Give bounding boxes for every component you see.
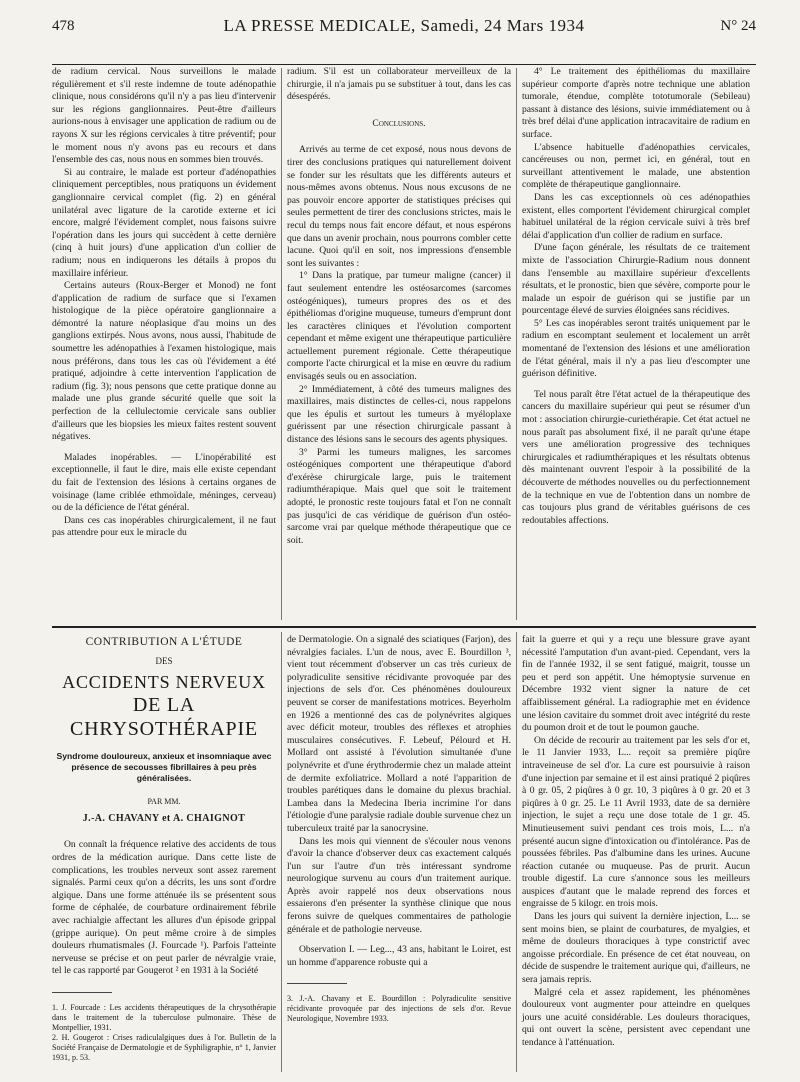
paragraph: Dans ces cas inopérables chirurgicalement, il ne faut pas attendre pour eux le miracle du [52, 514, 276, 539]
paragraph: fait la guerre et qui y a reçu une blessure grave ayant nécessité l'amputation d'un avant-pied. Cependant, vers la fin de l'année 1932, il se sent fatigué, maigrit, tousse un peu et perd son appétit. Une hémoptysie survenue en Décembre 1932 vient signer la nature de cet affaiblissement général. La radiographie met en évidence une lésion cavitaire du sommet droit avec intégrité du reste du poumon droit et de tout le poumon gauche. [522, 634, 750, 734]
article-par: PAR MM. [147, 797, 181, 807]
article-title-line-1: ACCIDENTS NERVEUX [62, 672, 266, 693]
paragraph: 1° Dans la pratique, par tumeur maligne (cancer) il faut seulement entendre les ostéosarcomes (sarcomes ostéogéniques), tumeurs propres des os et des épithéliomas d'origine muqueuse, tumeurs d'emprunt dont les caractères cliniques et l'évolution comportent cependant et même exigent une thérapeutique particulière actuellement purement régionale. Cette thérapeutique comporte l'acte chirurgical et la mise en œuvre du radium envisagés seuls ou en association. [287, 270, 511, 383]
column-divider [516, 632, 517, 1072]
paragraph: de radium cervical. Nous surveillons le malade régulièrement et s'il reste indemne de toute adénopathie clinique, nous considérons qu'il n'y a pas lieu d'intervenir sur les régions ganglionnaires. Peut-être d'ailleurs aurions-nous à envisager une application de radium ou de rayons X sur les régions cervicales à titre préventif; pour le moment nous n'y avons pas eu recours et dans l'ensemble des cas, nous nous en sommes bien trouvés. [52, 66, 276, 166]
paragraph: Arrivés au terme de cet exposé, nous nous devons de tirer des conclusions pratiques qui naturellement doivent se fonder sur les résultats que les différents auteurs et nous-mêmes avons obtenus. Nous nous excusons de ne pas pouvoir encore apporter de statistiques précises qui seules permettent de tirer des conclusions strictes, mais le recul du temps nous fait encore défaut, et nous espérons que dans un avenir prochain, nous pourrons combler cette lacune. Quoi qu'il en soit, nos impressions d'ensemble sont les suivantes : [287, 144, 511, 269]
footnotes [52, 1003, 276, 1063]
footnote: 3. J.-A. Chavany et E. Bourdillon : Polyradiculite sensitive récidivante provoquée par des injections de sels d'or. Revue Neurologique, Novembre 1933. [287, 994, 511, 1024]
paragraph: 5° Les cas inopérables seront traités uniquement par le radium en escomptant seulement et localement un arrêt momentané de l'extension des lésions et une amélioration de l'état général, mais il n'y a pas lieu d'escompter une guérison définitive. [522, 317, 750, 380]
article-column-1 [52, 634, 276, 1063]
paragraph: Malgré cela et assez rapidement, les phénomènes douloureux vont augmenter pour atteindre en quelques jours une acuité considérable. Les douleurs thoraciques, qui ont ouvert la scène, persistent avec cependant une tendance à l'atténuation. [522, 986, 750, 1048]
paragraph: Tel nous paraît être l'état actuel de la thérapeutique des cancers du maxillaire supérieur qui peut se résumer d'un mot : association chirurgie-curiethérapie. Cet état actuel ne nous paraît pas absolument fixé, il ne paraît qu'une étape vers une amélioration progressive des techniques chirurgicales et radiumthérapiques et les résultats obtenus dès maintenant ouvrent l'espoir à la possibilité de la découverte de méthodes nouvelles ou du perfectionnement de la technique en vue de l'obtention dans un nombre de cas toujours plus grand de véritables guérisons de ces redoutables affections. [522, 388, 750, 526]
paragraph: 3° Parmi les tumeurs malignes, les sarcomes ostéogéniques comportent une thérapeutique d'abord d'exérèse chirurgicale large, puis le traitement radiumthérapique. Mais quel que soit le traitement adopté, le pronostic reste toujours fatal et l'on ne connaît pas jusqu'ici de cas véridique de guérison d'un ostéo-sarcome vrai par quelque méthode thérapeutique que ce soit. [287, 446, 511, 546]
footnote: 1. J. Fourcade : Les accidents thérapeutiques de la chrysothérapie dans le traitement de la tuberculose pulmonaire. Thèse de Montpellier, 1931. [52, 1002, 276, 1032]
header-rule [52, 64, 756, 65]
paragraph: L'absence habituelle d'adénopathies cervicales, cancéreuses ou non, permet ici, en général, tout en surveillant attentivement le malade, une abstention complète de thérapeutique ganglionnaire. [522, 141, 750, 191]
page-header [52, 16, 756, 40]
paragraph: Dans les jours qui suivent la dernière injection, L... se sent moins bien, se plaint de courbatures, de myalgies, et même de douleurs thoraciques à type constrictif avec angoisse précordiale. En présence de cet état nouveau, on décide de suspendre le traitement aurique qui, d'ailleurs, ne sera jamais repris. [522, 911, 750, 986]
issue-number: N° 24 [720, 18, 756, 34]
article-des: DES [155, 655, 173, 666]
paragraph: Certains auteurs (Roux-Berger et Monod) ne font d'application de radium de surface que si l'examen histologique de la pièce opératoire ganglionnaire a démontré la nature néoplasique d'au moins un des ganglions extirpés. Nous avons, nous aussi, l'habitude de soumettre les adénopathies à l'examen histologique, mais nous préférons, dans tous les cas où l'évidement a été pratiqué, adjoindre à cette intervention l'application de radium (fig. 3); nous pensons que cette pratique donne au malade une plus grande sécurité quelle que soit la perfection de la cellulectomie cervicale sans oublier d'ailleurs que les biopsies les mieux faites restent souvent négatives. [52, 280, 276, 443]
top-column-2 [287, 66, 511, 547]
footnote: 2. H. Gougerot : Crises radiculalgiques dues à l'or. Bulletin de la Société Française de Dermatologie et de Syphiligraphie, n° 1, Janvier 1931, p. 53. [52, 1032, 276, 1062]
section-rule [52, 626, 756, 628]
article-column-2 [287, 634, 511, 1024]
paragraph: Dans les cas exceptionnels où ces adénopathies existent, elles comportent l'évidement chirurgical complet habituel unilatéral de la région cervicale suivi à très bref délai d'application d'un collier de radium en surface. [522, 191, 750, 241]
paragraph: radium. S'il est un collaborateur merveilleux de la chirurgie, il n'a jamais pu se substituer à tout, dans les cas désespérés. [287, 66, 511, 103]
paragraph: D'une façon générale, les résultats de ce traitement mixte de l'association Chirurgie-Radium nous donnent dans l'ensemble au maxillaire supérieur d'excellents résultats, et le pronostic, bien que sévère, comporte pour le malade un espoir de guérison qui se justifie par un pourcentage élevé de survies éloignées sans récidives. [522, 242, 750, 317]
page-number: 478 [52, 18, 75, 34]
paragraph: On décide de recourir au traitement par les sels d'or et, le 11 Janvier 1933, L... reçoit sa première piqûre intraveineuse de sel d'or. La cure est poursuivie à raison d'une injection par semaine et il est ainsi pratiqué 2 piqûres à 0 gr. 05, 2 piqûres à 0 gr. 10, 3 piqûres à 0 gr. 20 et 3 piqûres à 0 gr. 25. Le 11 Avril 1933, date de sa dernière injection, le sujet a reçu une dose totale de 1 gr. 45. Minutieusement suivi pendant ces trois mois, L... n'a présenté aucun signe d'intoxication ou d'intolérance. Pas de poussées fébriles. Pas d'albumine dans les urines. Aucune réaction cutanée ou muqueuse. Pas de prurit. Aucun trouble digestif. La cure s'annonce sous les meilleurs auspices d'autant que le malade reprend des forces et engraisse de 5 kilogr. en trois mois. [522, 734, 750, 910]
top-column-3 [522, 66, 750, 527]
footnote-rule [287, 983, 347, 984]
column-divider [281, 68, 282, 620]
article-column-3 [522, 634, 750, 1050]
article-title-block [52, 636, 276, 825]
paragraph: de Dermatologie. On a signalé des sciatiques (Farjon), des névralgies faciales. L'un de nous, avec E. Bourdillon ³, vient tout récemment d'observer un cas très curieux de polyradiculite sensitive récidivante provoquée par des injections de sels d'or. Ces phénomènes douloureux peuvent se corser de manifestations motrices. Beyerholm en 1926 a mentionné des cas de polynévrites algiques avec déficit moteur, troubles des réflexes et atrophies musculaires consécutives. F. Lebeuf, Pélourd et H. Mollard ont assisté à l'évolution simultanée d'une polynévrite et d'une érythrodermie chez un malade atteint de dermite exfoliatrice. Mollard a noté l'apparition de troubles parétiques dans le domaine du plexus brachial. Lambea dans la Medecina Iberia incrimine l'or dans l'étiologie d'une paralysie radiale double survenue chez un tuberculeux traité par la sanocrysine. [287, 634, 511, 834]
column-divider [281, 632, 282, 1072]
article-title-line-2: DE LA CHRYSOTHÉRAPIE [70, 694, 258, 741]
article-subtitle: Syndrome douloureux, anxieux et insomniaque avec présence de secousses fibrillaires à peu près généralisées. [56, 751, 272, 784]
column-divider [516, 68, 517, 620]
paragraph: 2° Immédiatement, à côté des tumeurs malignes des maxillaires, mais distinctes de celles-ci, nous rappelons que les épulis et surtout les tumeurs à myéloplaxe guérissent par une résection chirurgicale passant à distance des lésions sans le secours des agents physiques. [287, 383, 511, 446]
paragraph: On connaît la fréquence relative des accidents de tous ordres de la médication aurique. Dans cette liste de complications, les troubles nerveux sont assez rarement signalés. Parmi ceux qu'on a décrits, les uns sont d'ordre algique. Dans une forme atténuée ils se présentent sous forme de céphalée, de courbature ordinairement fébrile avec rachialgie affectant les allures d'un épisode grippal (grippe aurique). On peut même croire à de simples douleurs rhumatismales (J. Fourcade ¹). Parfois l'atteinte nerveuse se précise et on peut parler de névralgie vraie, tel le cas rapporté par Gougerot ² en 1931 à la Société [52, 839, 276, 977]
paragraph: 4° Le traitement des épithéliomas du maxillaire supérieur comporte d'après notre technique une ablation tumorale, étendue, complète tototumorale (Sebileau) passant à distance des lésions, suivie immédiatement ou à très bref délai d'une application intracavitaire de radium en surface. [522, 66, 750, 140]
journal-title: LA PRESSE MEDICALE, Samedi, 24 Mars 1934 [223, 16, 585, 35]
paragraph: Si au contraire, le malade est porteur d'adénopathies cliniquement perceptibles, nous pratiquons un évidement ganglionnaire cervical complet (fig. 2) en général unilatéral avec ligature de la carotide externe et ici encore, malgré l'évidement complet, nous faisons suivre l'opération dans les jours qui succèdent à cette dernière (cinq à huit jours) d'une application d'un collier de radium; nous en indiquerons les détails à propos du maxillaire inférieur. [52, 166, 276, 279]
paragraph: Dans les mois qui viennent de s'écouler nous venons d'avoir la chance d'observer deux cas exactement calqués l'un sur l'autre d'un très intéressant syndrome neurologique survenu au cours d'un traitement aurique. Après avoir rappelé nos deux observations nous essaierons d'en présenter la synthèse clinique que nous ferons suivre de quelques commentaires de pathologie générale et de pathologie nerveuse. [287, 835, 511, 935]
top-column-1 [52, 66, 276, 540]
article-kicker: CONTRIBUTION A L'ÉTUDE [85, 636, 243, 648]
observation-paragraph: Observation I. — Leg..., 43 ans, habitant le Loiret, est un homme d'apparence robuste qui a [287, 944, 511, 968]
conclusions-heading: Conclusions. [372, 117, 426, 129]
paragraph: Malades inopérables. — L'inopérabilité est exceptionnelle, il faut le dire, mais elle existe cependant du fait de l'extension des lésions à certains organes de voisinage (lame criblée ethmoïdale, méninges, cerveau) ou de la déficience de l'état général. [52, 451, 276, 514]
footnotes [287, 994, 511, 1024]
footnote-rule [52, 992, 112, 993]
article-authors: J.-A. CHAVANY et A. CHAIGNOT [82, 812, 246, 824]
